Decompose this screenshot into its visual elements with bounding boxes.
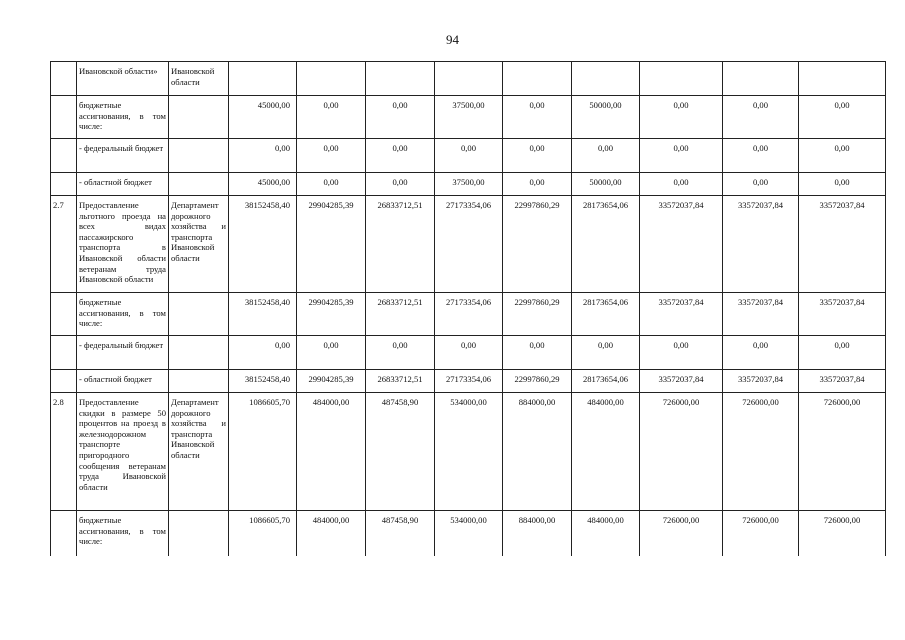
executor-cell <box>169 96 229 139</box>
amount-cell: 22997860,29 <box>503 370 572 393</box>
amount-cell: 38152458,40 <box>229 196 297 293</box>
amount-cell: 0,00 <box>799 336 886 370</box>
amount-cell: 38152458,40 <box>229 370 297 393</box>
amount-cell: 0,00 <box>799 173 886 196</box>
measure-name-cell: - федеральный бюджет <box>77 336 169 370</box>
amount-cell: 28173654,06 <box>572 293 640 336</box>
amount-cell: 487458,90 <box>366 393 435 511</box>
amount-cell: 726000,00 <box>799 511 886 556</box>
amount-cell: 534000,00 <box>435 511 503 556</box>
amount-cell: 0,00 <box>297 336 366 370</box>
executor-cell <box>169 336 229 370</box>
amount-cell: 0,00 <box>229 139 297 173</box>
amount-cell: 29904285,39 <box>297 370 366 393</box>
amount-cell: 0,00 <box>503 96 572 139</box>
amount-cell: 22997860,29 <box>503 293 572 336</box>
amount-cell: 45000,00 <box>229 173 297 196</box>
table-row <box>51 62 886 96</box>
amount-cell <box>723 62 799 96</box>
amount-cell: 33572037,84 <box>799 293 886 336</box>
amount-cell: 26833712,51 <box>366 370 435 393</box>
amount-cell: 0,00 <box>723 96 799 139</box>
amount-cell: 0,00 <box>297 96 366 139</box>
amount-cell: 45000,00 <box>229 96 297 139</box>
table-row <box>51 196 886 293</box>
amount-cell: 37500,00 <box>435 173 503 196</box>
table-row <box>51 96 886 139</box>
measure-name-cell: - федеральный бюджет <box>77 139 169 173</box>
amount-cell: 0,00 <box>723 173 799 196</box>
amount-cell: 0,00 <box>503 173 572 196</box>
amount-cell: 0,00 <box>572 336 640 370</box>
amount-cell: 22997860,29 <box>503 196 572 293</box>
row-number-cell <box>51 511 77 556</box>
executor-cell <box>169 139 229 173</box>
amount-cell: 33572037,84 <box>640 196 723 293</box>
amount-cell: 726000,00 <box>723 393 799 511</box>
amount-cell: 38152458,40 <box>229 293 297 336</box>
amount-cell: 0,00 <box>435 336 503 370</box>
amount-cell: 27173354,06 <box>435 196 503 293</box>
budget-table <box>50 61 886 556</box>
row-number-cell <box>51 293 77 336</box>
amount-cell: 33572037,84 <box>799 196 886 293</box>
amount-cell: 0,00 <box>503 336 572 370</box>
amount-cell: 0,00 <box>799 96 886 139</box>
row-number-cell <box>51 336 77 370</box>
executor-cell: Департамент дорожного хозяйства и транспорта Ивановской области <box>169 393 229 511</box>
amount-cell: 884000,00 <box>503 393 572 511</box>
amount-cell <box>297 62 366 96</box>
amount-cell: 0,00 <box>366 173 435 196</box>
amount-cell <box>640 62 723 96</box>
amount-cell: 50000,00 <box>572 173 640 196</box>
amount-cell: 33572037,84 <box>723 196 799 293</box>
row-number-cell <box>51 370 77 393</box>
amount-cell: 26833712,51 <box>366 196 435 293</box>
measure-name-cell: бюджетные ассигнования, в том числе: <box>77 511 169 556</box>
measure-name-cell: - областной бюджет <box>77 173 169 196</box>
amount-cell <box>503 62 572 96</box>
amount-cell: 29904285,39 <box>297 293 366 336</box>
amount-cell: 33572037,84 <box>723 293 799 336</box>
row-number-cell <box>51 139 77 173</box>
amount-cell: 484000,00 <box>572 393 640 511</box>
amount-cell: 27173354,06 <box>435 293 503 336</box>
executor-cell <box>169 370 229 393</box>
table-row <box>51 511 886 556</box>
measure-name-cell: бюджетные ассигнования, в том числе: <box>77 96 169 139</box>
table-row <box>51 393 886 511</box>
amount-cell <box>435 62 503 96</box>
amount-cell: 484000,00 <box>297 393 366 511</box>
amount-cell: 0,00 <box>435 139 503 173</box>
amount-cell: 726000,00 <box>640 511 723 556</box>
row-number-cell <box>51 96 77 139</box>
amount-cell: 0,00 <box>640 336 723 370</box>
amount-cell: 0,00 <box>366 139 435 173</box>
row-number-cell: 2.8 <box>51 393 77 511</box>
amount-cell: 28173654,06 <box>572 370 640 393</box>
amount-cell <box>572 62 640 96</box>
amount-cell: 0,00 <box>640 139 723 173</box>
amount-cell: 0,00 <box>366 96 435 139</box>
amount-cell: 0,00 <box>723 139 799 173</box>
amount-cell: 534000,00 <box>435 393 503 511</box>
measure-name-cell: Предоставление скидки в размере 50 процентов на проезд в железнодорожном транспорте пригородного сообщения ветеранам труда Ивановской области <box>77 393 169 511</box>
amount-cell <box>366 62 435 96</box>
amount-cell: 0,00 <box>366 336 435 370</box>
amount-cell: 33572037,84 <box>723 370 799 393</box>
amount-cell: 33572037,84 <box>799 370 886 393</box>
amount-cell: 0,00 <box>297 173 366 196</box>
page-number: 94 <box>446 32 459 47</box>
amount-cell: 33572037,84 <box>640 370 723 393</box>
amount-cell <box>799 62 886 96</box>
amount-cell: 26833712,51 <box>366 293 435 336</box>
amount-cell: 28173654,06 <box>572 196 640 293</box>
amount-cell: 884000,00 <box>503 511 572 556</box>
amount-cell: 0,00 <box>723 336 799 370</box>
amount-cell: 33572037,84 <box>640 293 723 336</box>
amount-cell: 487458,90 <box>366 511 435 556</box>
row-number-cell: 2.7 <box>51 196 77 293</box>
table-row <box>51 370 886 393</box>
amount-cell: 726000,00 <box>799 393 886 511</box>
amount-cell: 484000,00 <box>572 511 640 556</box>
amount-cell: 726000,00 <box>723 511 799 556</box>
amount-cell <box>229 62 297 96</box>
executor-cell: Департамент дорожного хозяйства и транспорта Ивановской области <box>169 196 229 293</box>
amount-cell: 726000,00 <box>640 393 723 511</box>
amount-cell: 1086605,70 <box>229 393 297 511</box>
executor-cell <box>169 293 229 336</box>
amount-cell: 0,00 <box>640 173 723 196</box>
table-row <box>51 139 886 173</box>
measure-name-cell: бюджетные ассигнования, в том числе: <box>77 293 169 336</box>
amount-cell: 29904285,39 <box>297 196 366 293</box>
executor-cell <box>169 173 229 196</box>
row-number-cell <box>51 173 77 196</box>
amount-cell: 37500,00 <box>435 96 503 139</box>
measure-name-cell: - областной бюджет <box>77 370 169 393</box>
amount-cell: 1086605,70 <box>229 511 297 556</box>
amount-cell: 0,00 <box>640 96 723 139</box>
measure-name-cell: Ивановской области» <box>77 62 169 96</box>
table-row <box>51 336 886 370</box>
amount-cell: 0,00 <box>799 139 886 173</box>
amount-cell: 50000,00 <box>572 96 640 139</box>
measure-name-cell: Предоставление льготного проезда на всех видах пассажирского транспорта в Ивановской области ветеранам труда Ивановской области <box>77 196 169 293</box>
amount-cell: 0,00 <box>503 139 572 173</box>
table-row <box>51 293 886 336</box>
row-number-cell <box>51 62 77 96</box>
amount-cell: 484000,00 <box>297 511 366 556</box>
table-row <box>51 173 886 196</box>
amount-cell: 0,00 <box>297 139 366 173</box>
amount-cell: 0,00 <box>229 336 297 370</box>
executor-cell: Ивановской области <box>169 62 229 96</box>
executor-cell <box>169 511 229 556</box>
amount-cell: 0,00 <box>572 139 640 173</box>
amount-cell: 27173354,06 <box>435 370 503 393</box>
